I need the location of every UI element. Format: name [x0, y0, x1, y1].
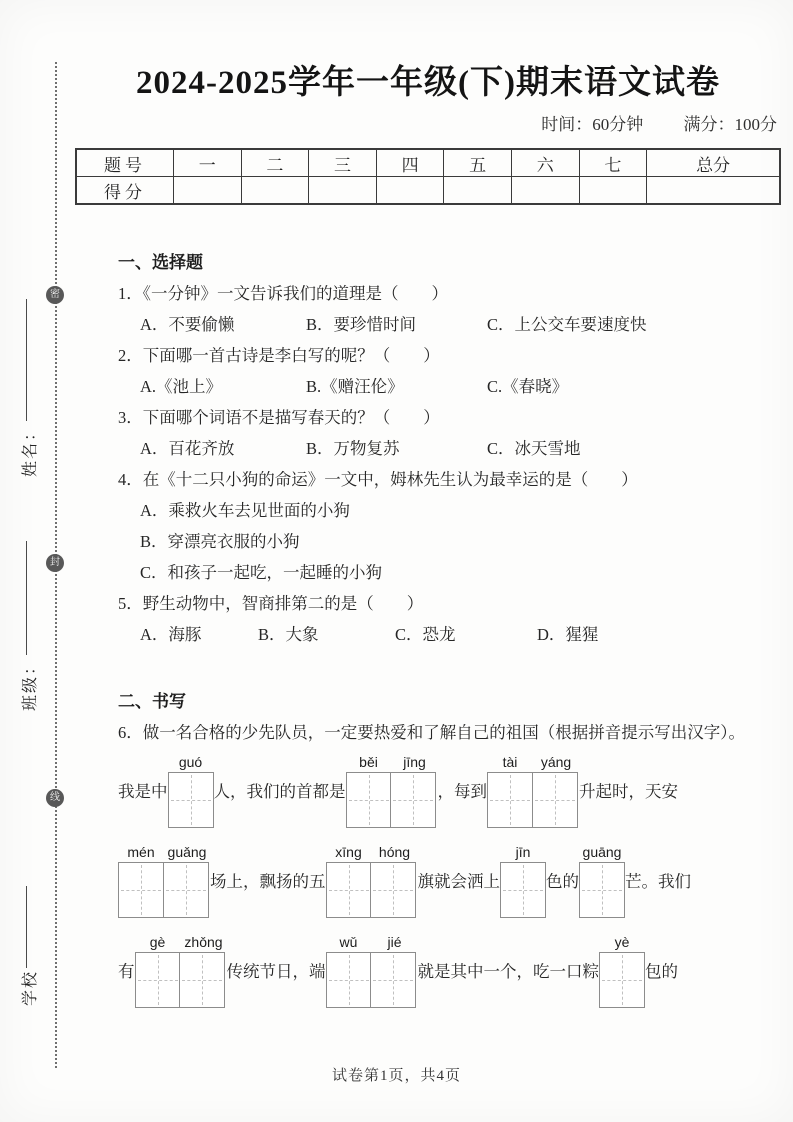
- boxes-row: [118, 862, 210, 918]
- option-row: [75, 433, 781, 464]
- pinyin-row: [168, 754, 214, 772]
- score-cell: [309, 177, 377, 205]
- option-item: A．乘救火车去见世面的小狗: [140, 501, 350, 520]
- seal-badge-feng: 封: [46, 554, 64, 572]
- option-item: B.《赠汪伦》: [306, 377, 404, 396]
- pinyin-label: guāng: [582, 844, 622, 860]
- pinyin-box-group: [118, 844, 210, 918]
- pinyin-label: guó: [178, 754, 203, 770]
- question-text: 4．在《十二只小狗的命运》一文中，姆林先生认为最幸运的是（ ）: [118, 470, 638, 489]
- option-item: B．万物复苏: [306, 439, 400, 458]
- writing-text: 场上，飘扬的五: [210, 872, 326, 891]
- name-field-label: [17, 299, 39, 477]
- pinyin-row: [135, 934, 227, 952]
- writing-text: 人，我们的首都是: [213, 782, 346, 801]
- hanzi-box: [599, 952, 645, 1008]
- hanzi-box: [390, 772, 436, 828]
- pinyin-label: mén: [127, 844, 155, 860]
- option-item: C．上公交车要速度快: [487, 315, 647, 334]
- pinyin-label: hóng: [378, 844, 411, 860]
- option-item: C.《春晓》: [487, 377, 569, 396]
- pinyin-label: zhǒng: [184, 934, 223, 950]
- pinyin-label: guǎng: [167, 844, 207, 860]
- writing-text: ，每到: [437, 782, 487, 801]
- class-field-label: [17, 541, 39, 711]
- pinyin-label: wǔ: [339, 934, 358, 950]
- school-label-text: 学校: [21, 969, 39, 1006]
- question-text: 3．下面哪个词语不是描写春天的？（ ）: [118, 408, 440, 427]
- writing-text: 色的: [546, 872, 579, 891]
- option-row: [75, 619, 781, 650]
- section-heading-writing: 二、书写: [118, 692, 186, 711]
- pinyin-label: yè: [614, 934, 630, 950]
- page-footer: 试卷第1页，共4页: [331, 1068, 461, 1084]
- score-header-row: [76, 149, 780, 177]
- writing-text: 升起时，天安: [579, 782, 678, 801]
- pinyin-box-group: [487, 754, 579, 828]
- boxes-row: [500, 862, 546, 918]
- pinyin-row: [579, 844, 625, 862]
- hanzi-box: [326, 862, 372, 918]
- full-score: 满分：100分: [683, 115, 777, 134]
- question-text: 5．野生动物中，智商排第二的是（ ）: [118, 594, 424, 613]
- writing-text: 我是中: [118, 782, 168, 801]
- school-field-label: [17, 886, 39, 1006]
- score-col-header: 三: [309, 149, 377, 177]
- pinyin-box-group: [135, 934, 227, 1008]
- hanzi-box: [168, 772, 214, 828]
- time-limit: 时间：60分钟: [541, 115, 644, 134]
- writing-text: 芒。我们: [625, 872, 691, 891]
- pinyin-row: [500, 844, 546, 862]
- hanzi-box: [370, 862, 416, 918]
- boxes-row: [326, 862, 418, 918]
- hanzi-box: [118, 862, 164, 918]
- option-item: B．大象: [258, 625, 319, 644]
- boxes-row: [599, 952, 645, 1008]
- score-cell: [444, 177, 512, 205]
- option-item: B．要珍惜时间: [306, 315, 417, 334]
- pinyin-label: jié: [387, 934, 402, 950]
- boxes-row: [168, 772, 214, 828]
- pinyin-box-group: [326, 934, 418, 1008]
- score-value-row: [76, 177, 780, 205]
- pinyin-label: gè: [149, 934, 166, 950]
- page-title: 2024-2025学年一年级(下)期末语文试卷: [136, 65, 720, 101]
- writing-text: 旗就会洒上: [417, 872, 500, 891]
- pinyin-label: tài: [502, 754, 518, 770]
- writing-text: 就是其中一个，吃一口粽: [417, 962, 599, 981]
- option-row: [75, 495, 781, 588]
- pinyin-box-group: [346, 754, 438, 828]
- score-col-header: 五: [444, 149, 512, 177]
- score-cell: [579, 177, 647, 205]
- section-heading-choice: 一、选择题: [118, 253, 203, 272]
- hanzi-box: [579, 862, 625, 918]
- name-label-text: 姓名：: [21, 422, 39, 477]
- writing-line: [75, 934, 781, 1010]
- boxes-row: [579, 862, 625, 918]
- score-col-header: 四: [376, 149, 444, 177]
- option-item: C．冰天雪地: [487, 439, 581, 458]
- writing-text: 包的: [645, 962, 678, 981]
- exam-meta: [75, 110, 781, 135]
- hanzi-box: [346, 772, 392, 828]
- pinyin-box-group: [579, 844, 625, 918]
- pinyin-row: [599, 934, 645, 952]
- hanzi-box: [135, 952, 181, 1008]
- score-table: [75, 148, 781, 205]
- class-blank-line: [26, 541, 27, 655]
- score-col-header: 六: [511, 149, 579, 177]
- option-item: A．海豚: [140, 625, 202, 644]
- name-blank-line: [26, 299, 27, 421]
- pinyin-row: [326, 934, 418, 952]
- boxes-row: [487, 772, 579, 828]
- pinyin-row: [487, 754, 579, 772]
- pinyin-label: yáng: [540, 754, 572, 770]
- option-item: A.《池上》: [140, 377, 223, 396]
- seal-badge-xian: 线: [46, 789, 64, 807]
- score-cell: [174, 177, 242, 205]
- boxes-row: [326, 952, 418, 1008]
- seal-badge-mi: 密: [46, 286, 64, 304]
- writing-text: 传统节日，端: [226, 962, 326, 981]
- pinyin-row: [326, 844, 418, 862]
- class-label-text: 班级：: [21, 656, 39, 711]
- hanzi-box: [500, 862, 546, 918]
- hanzi-box: [326, 952, 372, 1008]
- pinyin-row: [346, 754, 438, 772]
- score-table-corner: 题号: [76, 149, 174, 177]
- score-col-header: 总分: [647, 149, 780, 177]
- score-row-label: 得分: [76, 177, 174, 205]
- question-list: [75, 278, 781, 650]
- hanzi-box: [163, 862, 209, 918]
- pinyin-row: [118, 844, 210, 862]
- option-row: [75, 371, 781, 402]
- score-cell: [376, 177, 444, 205]
- question-text: 1．《一分钟》一文告诉我们的道理是（ ）: [118, 284, 448, 303]
- score-col-header: 一: [174, 149, 242, 177]
- school-blank-line: [26, 886, 27, 968]
- pinyin-label: jīn: [515, 844, 531, 860]
- pinyin-label: jīng: [403, 754, 426, 770]
- pinyin-box-group: [599, 934, 645, 1008]
- pinyin-label: běi: [359, 754, 378, 770]
- option-item: C．和孩子一起吃，一起睡的小狗: [140, 563, 383, 582]
- option-item: B．穿漂亮衣服的小狗: [140, 532, 300, 551]
- hanzi-box: [487, 772, 533, 828]
- score-cell: [241, 177, 309, 205]
- score-col-header: 二: [241, 149, 309, 177]
- score-col-header: 七: [579, 149, 647, 177]
- boxes-row: [135, 952, 227, 1008]
- boxes-row: [346, 772, 438, 828]
- writing-line: [75, 844, 781, 920]
- option-item: A．百花齐放: [140, 439, 235, 458]
- question-text: 2．下面哪一首古诗是李白写的呢？（ ）: [118, 346, 440, 365]
- pinyin-label: xīng: [335, 844, 362, 860]
- pinyin-box-group: [500, 844, 546, 918]
- writing-intro: 6．做一名合格的少先队员，一定要热爱和了解自己的祖国（根据拼音提示写出汉字）。: [118, 723, 745, 742]
- option-item: C．恐龙: [395, 625, 456, 644]
- writing-area: [75, 754, 781, 1010]
- score-cell: [647, 177, 780, 205]
- hanzi-box: [179, 952, 225, 1008]
- paper-content: [75, 0, 781, 1010]
- pinyin-box-group: [168, 754, 214, 828]
- hanzi-box: [532, 772, 578, 828]
- score-cell: [511, 177, 579, 205]
- writing-text: 有: [118, 962, 135, 981]
- hanzi-box: [370, 952, 416, 1008]
- option-item: A．不要偷懒: [140, 315, 235, 334]
- option-item: D．猩猩: [537, 625, 599, 644]
- option-row: [75, 309, 781, 340]
- writing-line: [75, 754, 781, 830]
- pinyin-box-group: [326, 844, 418, 918]
